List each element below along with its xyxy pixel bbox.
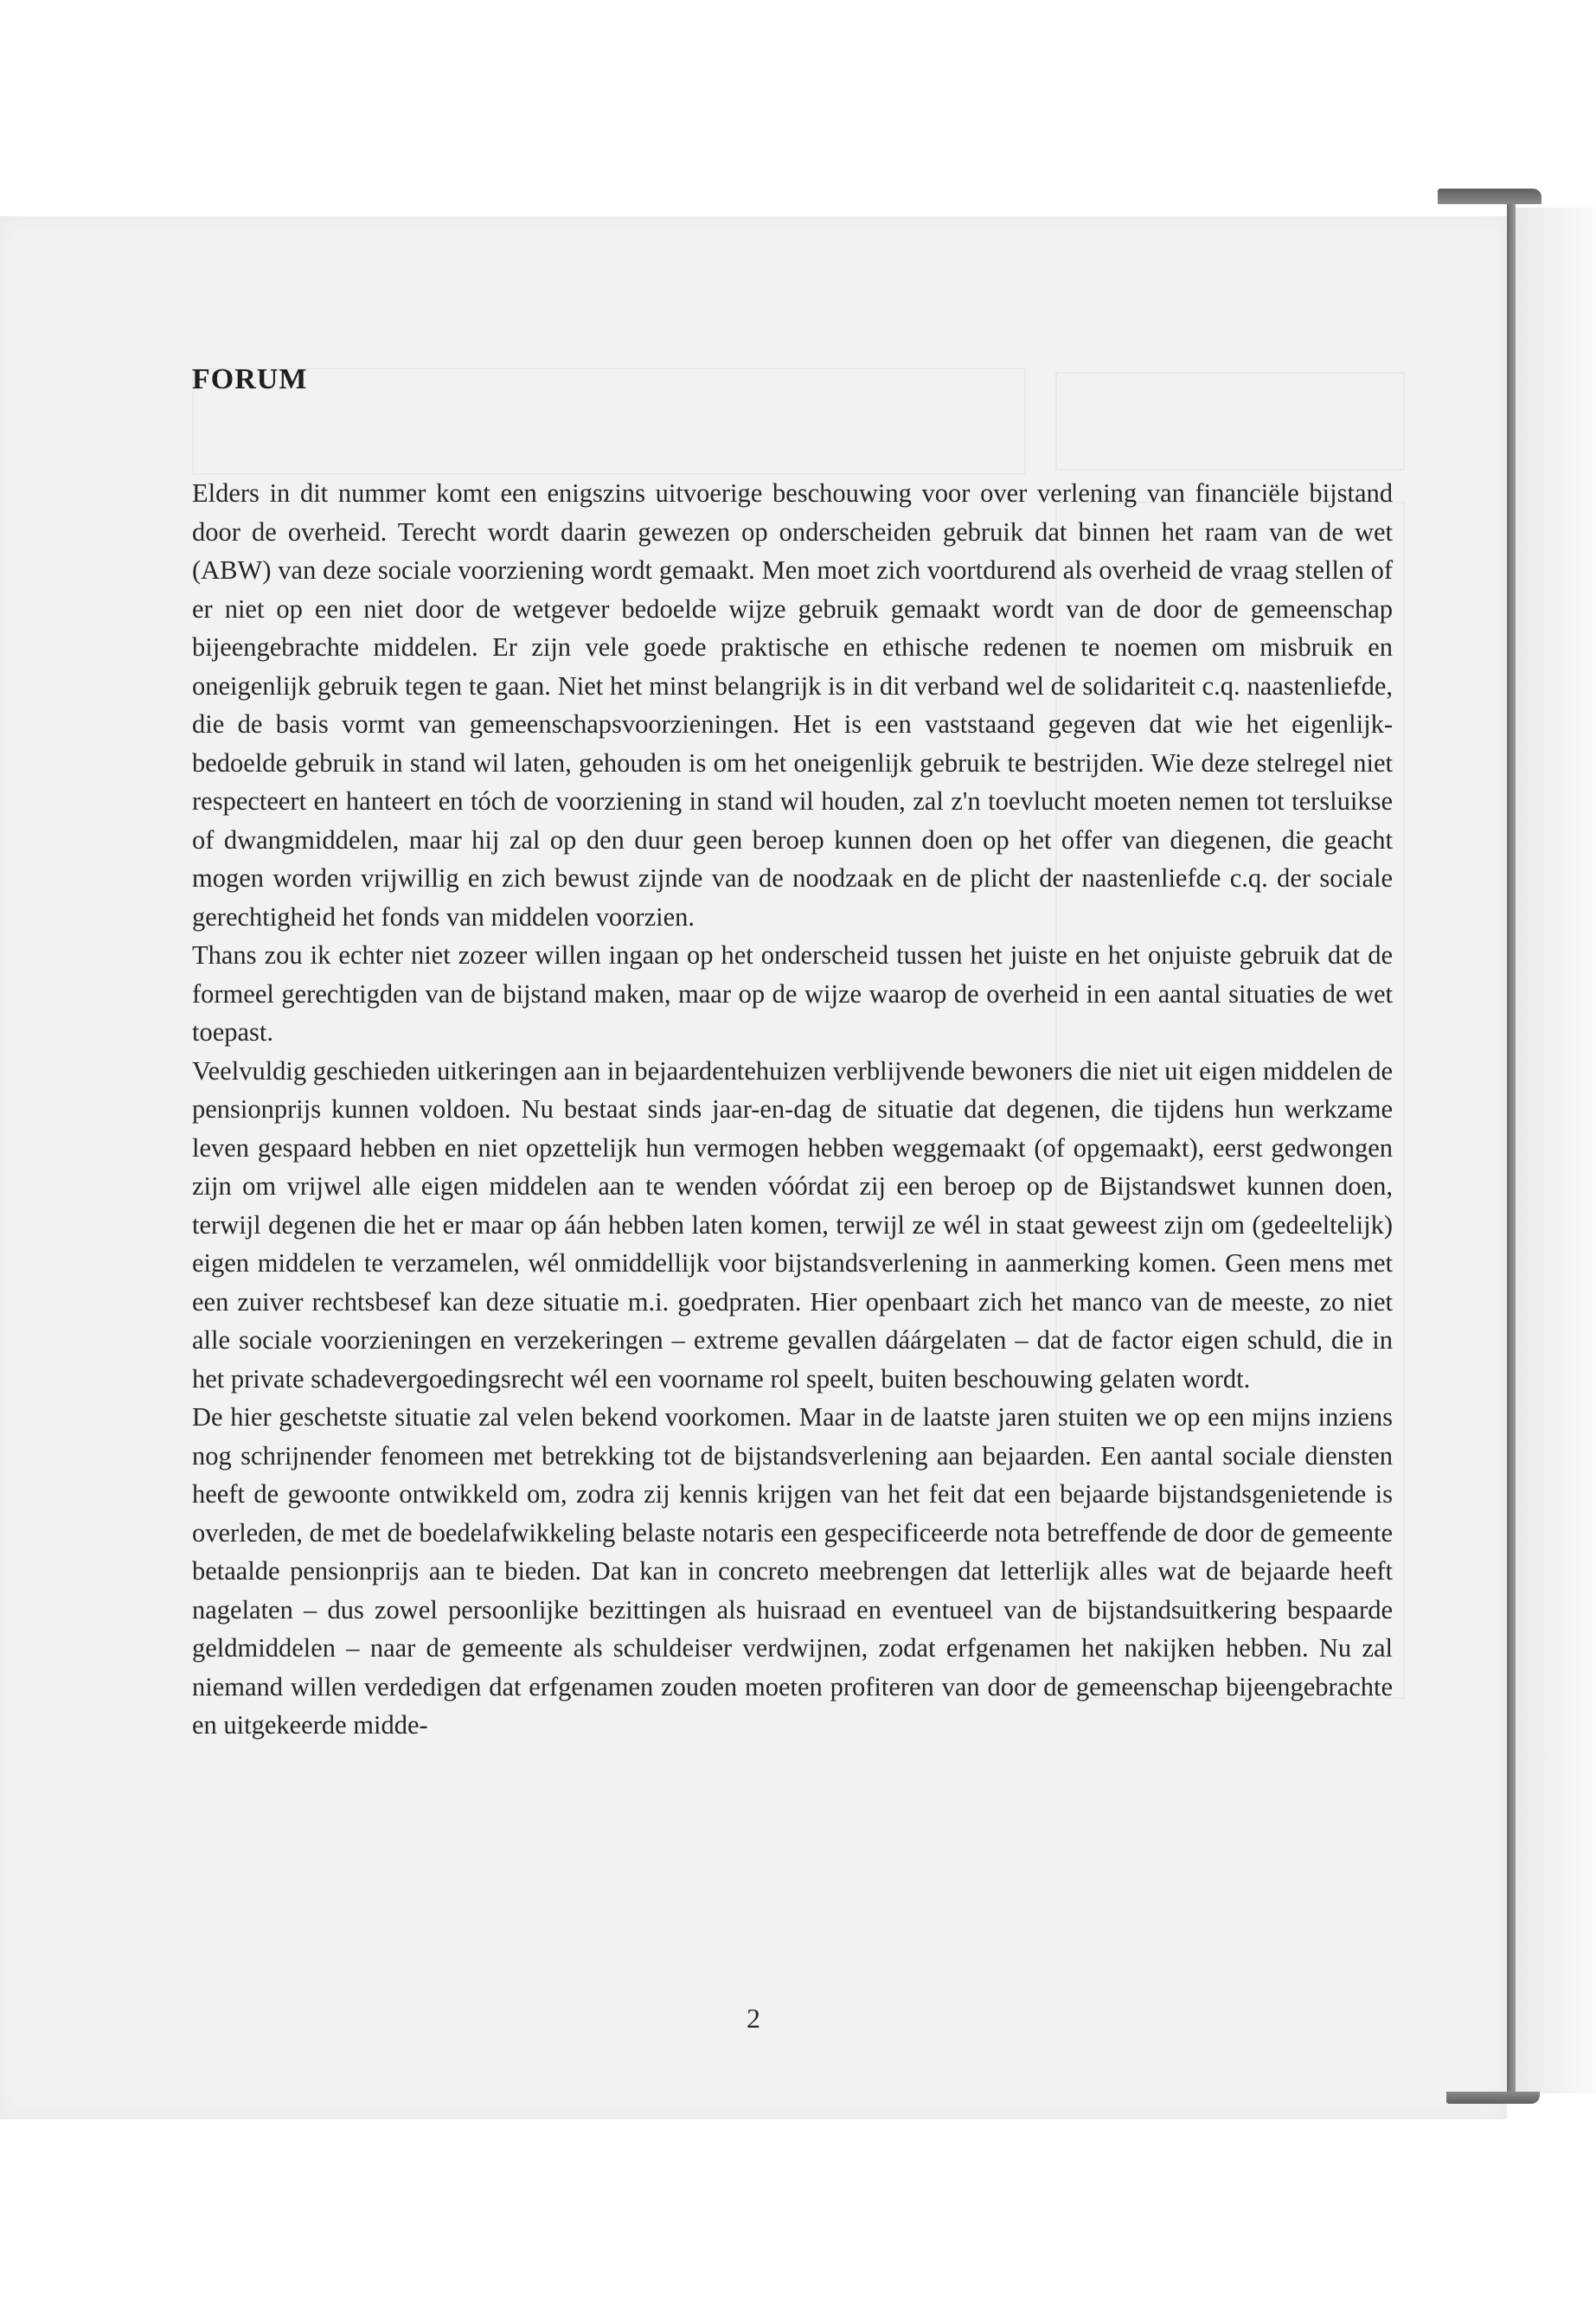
- corner-tab-bottom: [1446, 2092, 1540, 2104]
- article-body: [192, 474, 1393, 1745]
- section-heading: FORUM: [192, 363, 308, 395]
- paragraph: Thans zou ik echter niet zozeer willen ingaan op het onderscheid tussen het juiste en het onjuiste gebruik dat de formeel gerechtigden van de bijstand maken, maar op de wijze waarop de overheid in een aantal situaties de wet toepast.: [192, 940, 1393, 1047]
- page-content: [192, 363, 1393, 1745]
- paragraph: Veelvuldig geschieden uitkeringen aan in bejaardentehuizen verblijvende bewoners die niet uit eigen middelen de pensionprijs kunnen voldoen. Nu bestaat sinds jaar-en-dag de situatie dat degenen, die tijdens hun werkzame leven gespaard hebben en niet opzettelijk hun vermogen hebben weggemaakt (of opgemaakt), eerst gedwongen zijn om vrijwel alle eigen middelen aan te wenden vóórdat zij een beroep op de Bijstandswet kunnen doen, terwijl degenen die het er maar op áán hebben laten komen, terwijl ze wél in staat geweest zijn om (gedeeltelijk) eigen middelen te verzamelen, wél onmiddellijk voor bijstandsverlening in aanmerking komen. Geen mens met een zuiver rechtsbesef kan deze situatie m.i. goedpraten. Hier openbaart zich het manco van de meeste, zo niet alle sociale voorzieningen en verzekeringen – extreme gevallen dáárgelaten – dat de factor eigen schuld, die in het private schadevergoedingsrecht wél een voorname rol speelt, buiten beschouwing gelaten wordt.: [192, 1055, 1393, 1394]
- page-edge-strip: [1516, 208, 1596, 2093]
- paragraph: Elders in dit nummer komt een enigszins uitvoerige beschouwing voor over verlening van financiële bijstand door de overheid. Terecht wordt daarin gewezen op onderscheiden gebruik dat binnen het raam van de wet (ABW) van deze sociale voorziening wordt gemaakt. Men moet zich voortdurend als overheid de vraag stellen of er niet op een niet door de wetgever bedoelde wijze gebruik gemaakt wordt van de door de gemeenschap bijeengebrachte middelen. Er zijn vele goede praktische en ethische redenen te noemen om misbruik en oneigenlijk gebruik tegen te gaan. Niet het minst belangrijk is in dit verband wel de solidariteit c.q. naastenliefde, die de basis vormt van gemeenschapsvoorzieningen. Het is een vaststaand gegeven dat wie het eigenlijk-bedoelde gebruik in stand wil laten, gehouden is om het oneigenlijk gebruik te bestrijden. Wie deze stelregel niet respecteert en hanteert en tóch de voorziening in stand wil houden, zal z'n toevlucht moeten nemen tot tersluikse of dwangmiddelen, maar hij zal op den duur geen beroep kunnen doen op het offer van diegenen, die geacht mogen worden vrijwillig en zich bewust zijnde van de noodzaak en de plicht der naastenliefde c.q. der sociale gerechtigheid het fonds van middelen voorzien.: [192, 478, 1393, 932]
- book-binding-edge: [1507, 195, 1516, 2098]
- paragraph: De hier geschetste situatie zal velen bekend voorkomen. Maar in de laatste jaren stuiten we op een mijns inziens nog schrijnender fenomeen met betrekking tot de bijstandsverlening aan bejaarden. Een aantal sociale diensten heeft de gewoonte ontwikkeld om, zodra zij kennis krijgen van het feit dat een bejaarde bijstandsgenietende is overleden, de met de boedelafwikkeling belaste notaris een gespecificeerde nota betreffende de door de gemeente betaalde pensionprijs aan te bieden. Dat kan in concreto meebrengen dat letterlijk alles wat de bejaarde heeft nagelaten – dus zowel persoonlijke bezittingen als huisraad en eventueel van de bijstandsuitkering bespaarde geldmiddelen – naar de gemeente als schuldeiser verdwijnen, zodat erfgenamen het nakijken hebben. Nu zal niemand willen verdedigen dat erfgenamen zouden moeten profiteren van door de gemeenschap bijeengebrachte en uitgekeerde midde-: [192, 1402, 1393, 1740]
- corner-tab-top: [1438, 189, 1542, 204]
- page-number: 2: [747, 2003, 760, 2034]
